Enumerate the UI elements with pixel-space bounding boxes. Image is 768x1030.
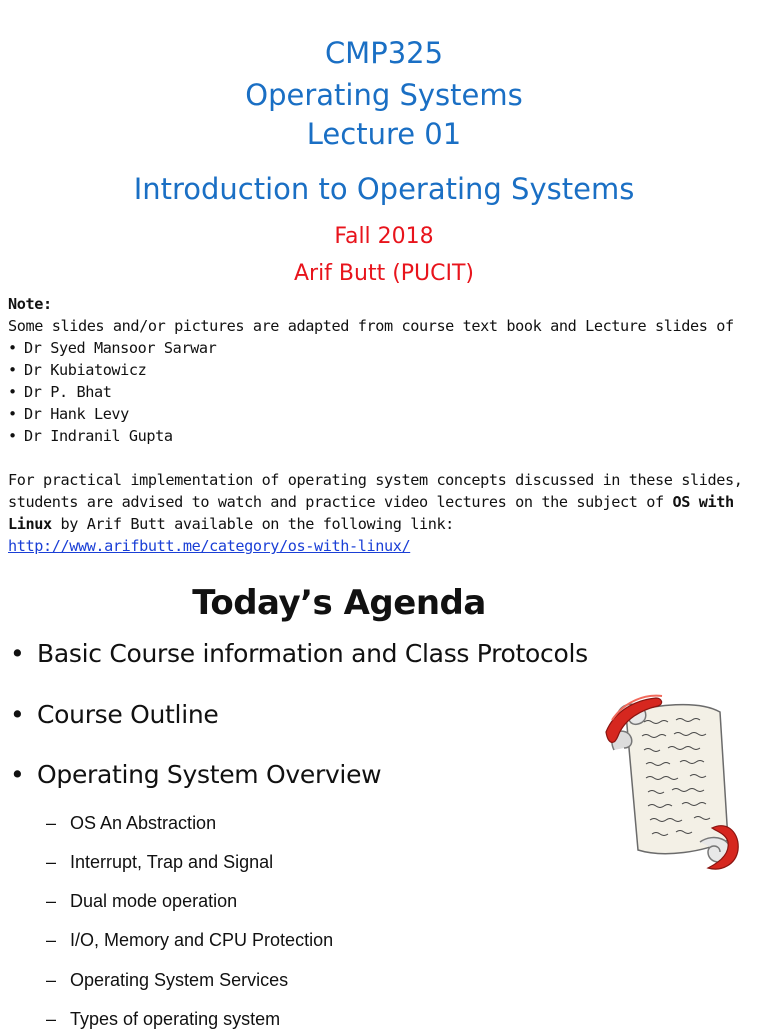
bullet-glyph: • — [10, 760, 25, 789]
agenda-subitem — [46, 891, 237, 912]
course-code: CMP325 — [324, 36, 444, 70]
source-list — [8, 337, 763, 447]
agenda-item — [10, 760, 381, 789]
agenda-subitem-label: I/O, Memory and CPU Protection — [70, 930, 334, 950]
source-item: • Dr Indranil Gupta — [8, 425, 763, 447]
agenda-subitem-label: OS An Abstraction — [70, 813, 217, 833]
source-item: • Dr P. Bhat — [8, 381, 763, 403]
note-heading: Note: — [8, 295, 52, 313]
bullet-glyph: • — [10, 639, 25, 668]
agenda-subitem — [46, 1009, 280, 1030]
dash-glyph: – — [46, 930, 57, 950]
practical-text: by Arif Butt available on the following link: — [51, 515, 454, 533]
agenda-subitem — [46, 813, 216, 834]
instructor: Arif Butt (PUCIT) — [293, 261, 475, 286]
scroll-icon — [604, 692, 740, 874]
dash-glyph: – — [46, 852, 57, 872]
dash-glyph: – — [46, 970, 57, 990]
dash-glyph: – — [46, 813, 57, 833]
note-intro: Some slides and/or pictures are adapted from course text book and Lecture slides of — [8, 317, 734, 335]
source-item: • Dr Kubiatowicz — [8, 359, 763, 381]
agenda-item-label: Course Outline — [37, 700, 219, 729]
agenda-subitem-label: Operating System Services — [70, 970, 289, 990]
practical-line-1: For practical implementation of operating system concepts discussed in these slides, — [8, 471, 743, 489]
practical-text: students are advised to watch and practice video lectures on the subject of — [8, 493, 673, 511]
agenda-item-label: Basic Course information and Class Protocols — [37, 639, 588, 668]
dash-glyph: – — [46, 891, 57, 911]
course-video-link[interactable]: http://www.arifbutt.me/category/os-with-linux/ — [8, 537, 411, 555]
agenda-title: Today’s Agenda — [192, 583, 486, 623]
agenda-item — [10, 700, 218, 729]
dash-glyph: – — [46, 1009, 57, 1029]
practical-bold: Linux — [8, 515, 52, 533]
agenda-subitem — [46, 970, 288, 991]
term: Fall 2018 — [334, 224, 434, 249]
agenda-item — [10, 639, 588, 668]
agenda-subitem-label: Dual mode operation — [70, 891, 238, 911]
source-item: • Dr Syed Mansoor Sarwar — [8, 337, 763, 359]
practical-line-2 — [8, 491, 763, 513]
course-name: Operating Systems — [245, 78, 523, 112]
practical-bold: OS with — [672, 493, 734, 511]
agenda-subitem-label: Interrupt, Trap and Signal — [70, 852, 274, 872]
agenda-item-label: Operating System Overview — [37, 760, 382, 789]
bullet-glyph: • — [10, 700, 25, 729]
lecture-topic: Introduction to Operating Systems — [133, 172, 635, 206]
source-item: • Dr Hank Levy — [8, 403, 763, 425]
agenda-subitem — [46, 930, 333, 951]
agenda-subitem-label: Types of operating system — [70, 1009, 281, 1029]
lecture-number: Lecture 01 — [306, 117, 462, 151]
practical-line-3 — [8, 513, 763, 535]
note-block — [8, 293, 763, 557]
agenda-subitem — [46, 852, 273, 873]
